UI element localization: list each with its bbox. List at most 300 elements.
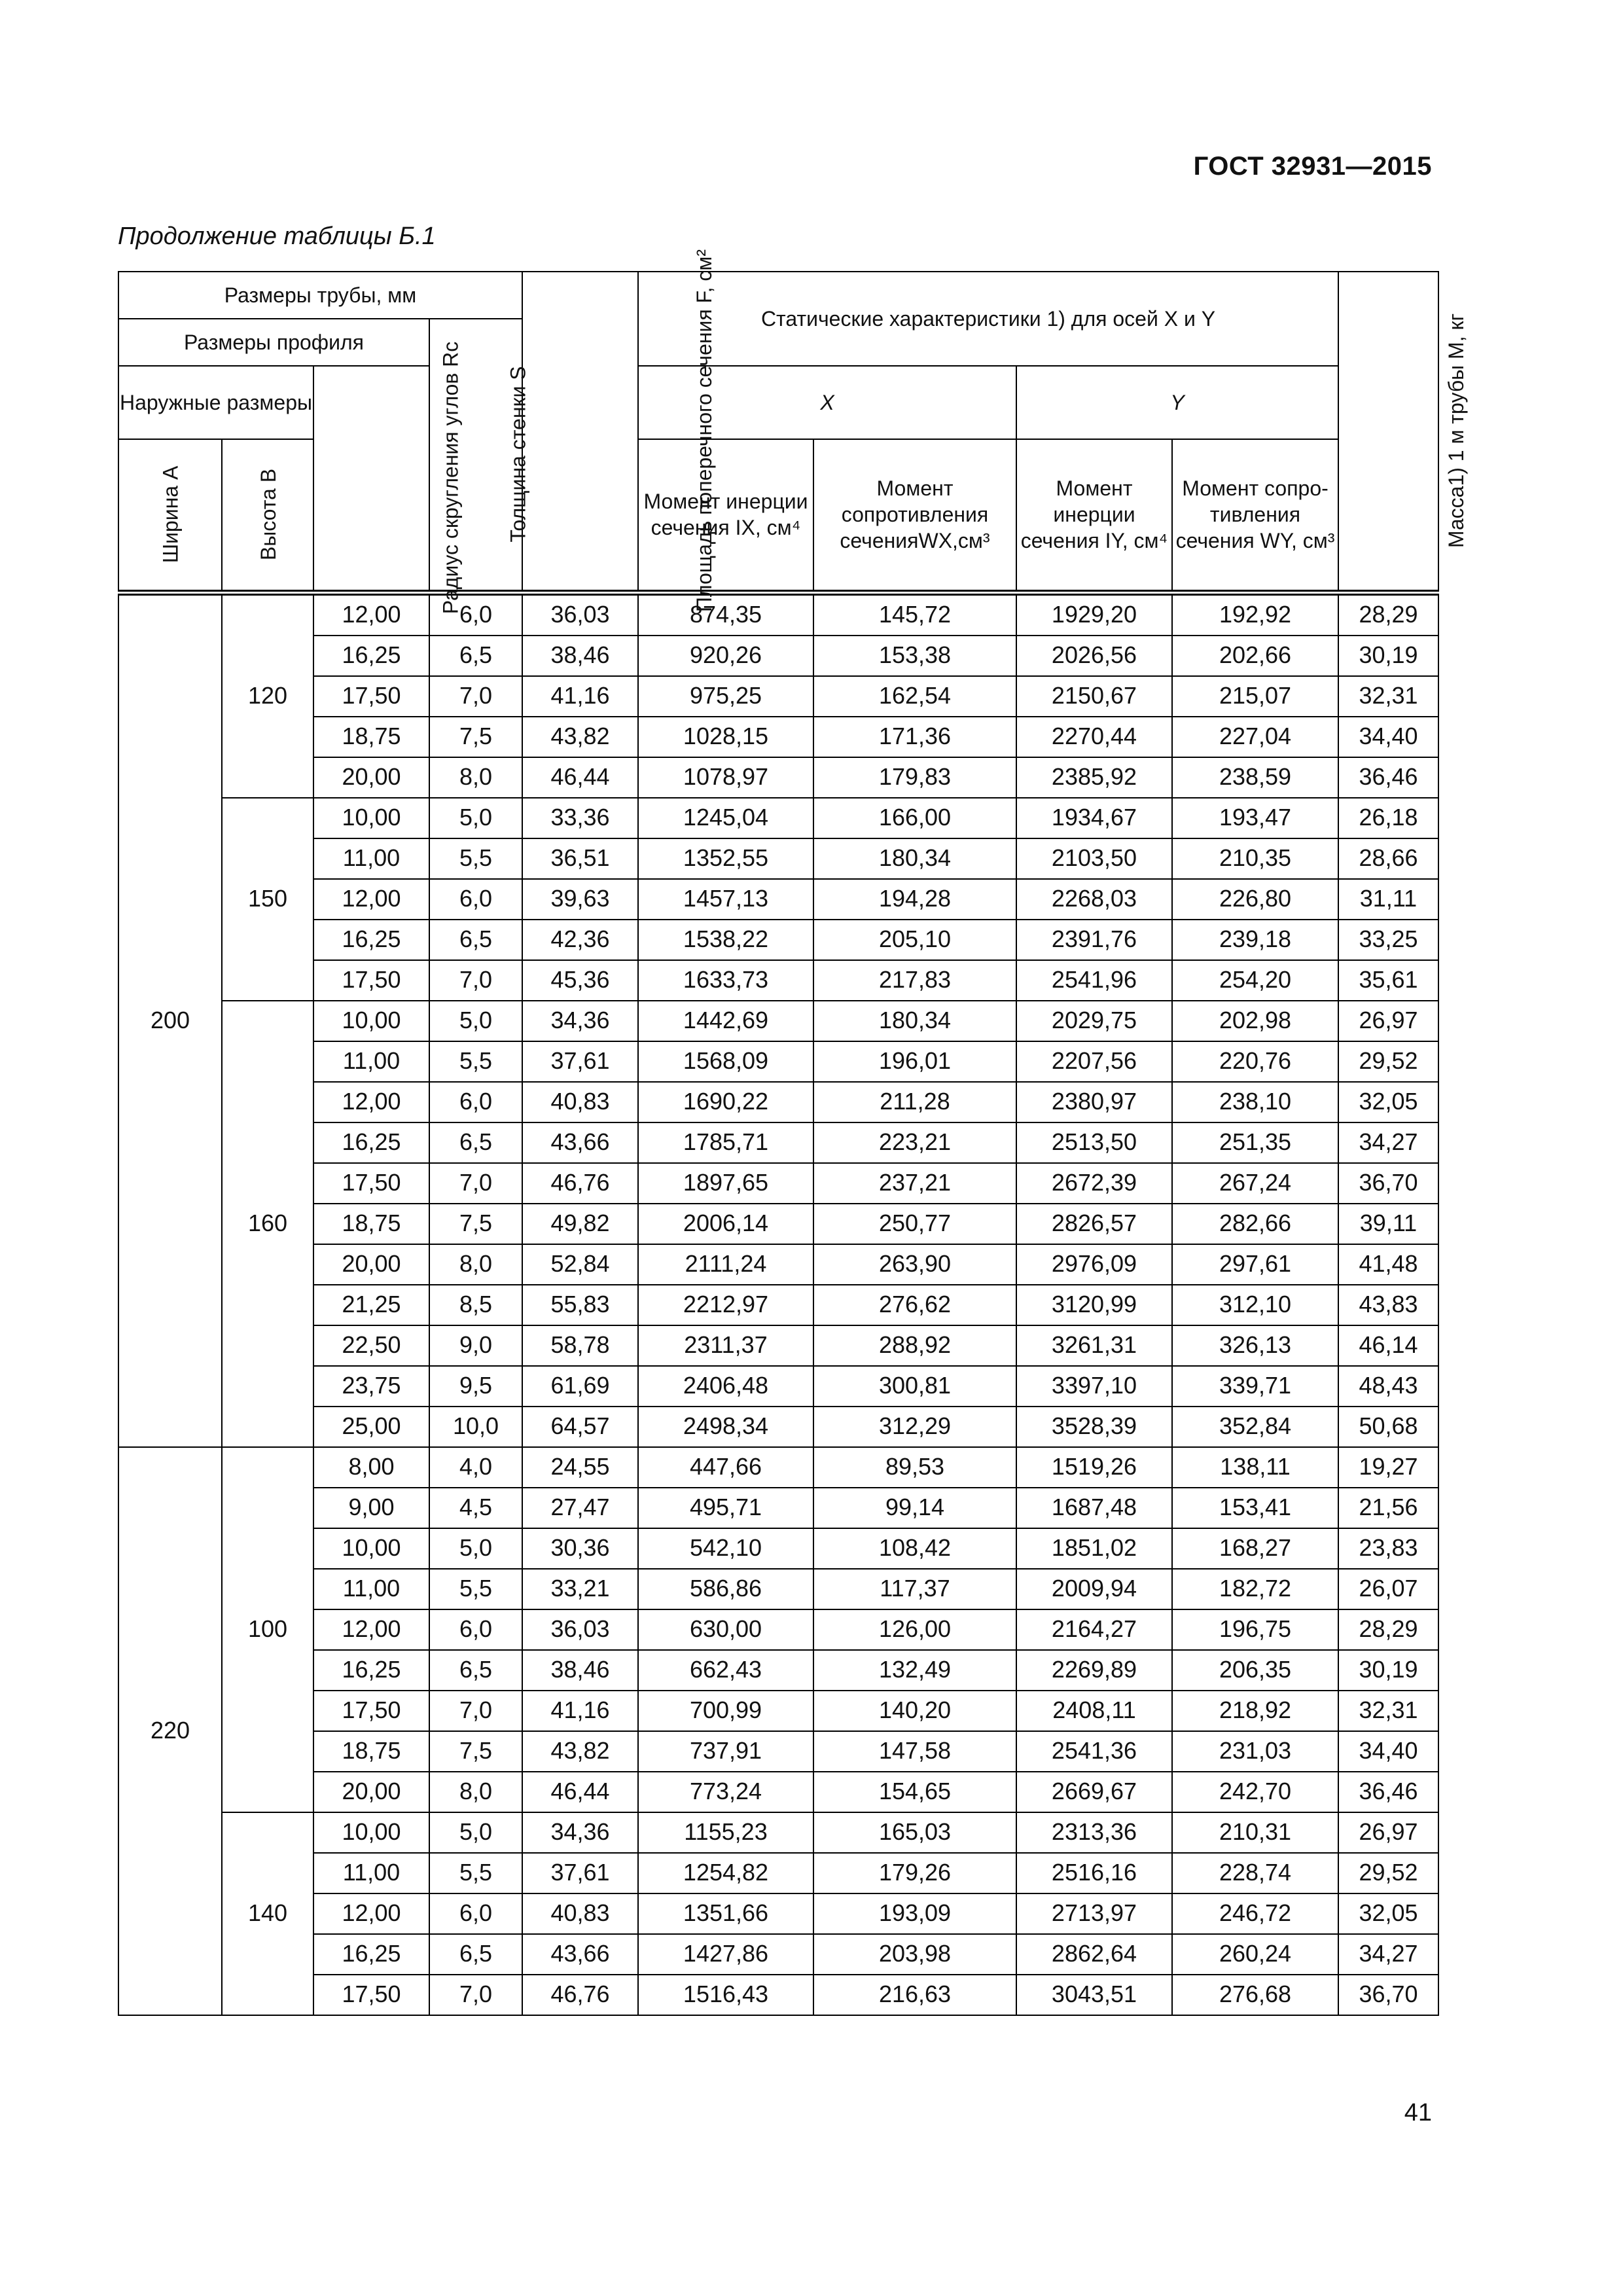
header-height-label: Высота B [257,469,281,561]
table-cell: 8,0 [429,1772,522,1812]
table-cell: 196,75 [1172,1609,1338,1650]
header-area [522,249,717,613]
table-cell: 17,50 [313,1691,429,1731]
table-cell: 231,03 [1172,1731,1338,1772]
table-cell: 36,70 [1338,1163,1438,1204]
table-cell: 312,29 [813,1407,1016,1447]
table-cell: 4,0 [429,1447,522,1488]
table-cell: 165,03 [813,1812,1016,1853]
table-cell: 2713,97 [1016,1893,1172,1934]
table-cell: 43,66 [522,1122,638,1163]
table-row [118,1325,1438,1366]
table-cell: 1427,86 [638,1934,813,1975]
table-cell: 200 [118,592,222,1447]
table-cell: 6,5 [429,920,522,960]
table-cell: 237,21 [813,1163,1016,1204]
table-cell: 153,41 [1172,1488,1338,1528]
table-cell: 8,0 [429,1244,522,1285]
table-cell: 1078,97 [638,757,813,798]
table-row [118,1285,1438,1325]
table-cell: 226,80 [1172,879,1338,920]
table-cell: 216,63 [813,1975,1016,2015]
table-cell: 27,47 [522,1488,638,1528]
table-row [118,1934,1438,1975]
table-cell: 46,76 [522,1163,638,1204]
table-cell: 7,5 [429,717,522,757]
table-row [118,879,1438,920]
table-cell: 41,48 [1338,1244,1438,1285]
table-cell: 39,63 [522,879,638,920]
table-row [118,717,1438,757]
table-cell: 30,19 [1338,1650,1438,1691]
table-cell: 38,46 [522,1650,638,1691]
table-cell: 126,00 [813,1609,1016,1650]
table-cell: 37,61 [522,1041,638,1082]
table-cell: 920,26 [638,636,813,676]
table-cell: 23,83 [1338,1528,1438,1569]
table-cell: 2516,16 [1016,1853,1172,1893]
table-cell: 154,65 [813,1772,1016,1812]
table-cell: 19,27 [1338,1447,1438,1488]
table-cell: 1633,73 [638,960,813,1001]
table-cell: 108,42 [813,1528,1016,1569]
table-cell: 2541,96 [1016,960,1172,1001]
table-cell: 2391,76 [1016,920,1172,960]
table-cell: 1929,20 [1016,592,1172,636]
table-cell: 36,46 [1338,757,1438,798]
table-cell: 150 [222,798,313,1001]
table-cell: 37,61 [522,1853,638,1893]
table-cell: 2111,24 [638,1244,813,1285]
table-cell: 193,09 [813,1893,1016,1934]
table-cell: 6,5 [429,1934,522,1975]
table-cell: 276,68 [1172,1975,1338,2015]
table-cell: 160 [222,1001,313,1447]
table-row [118,1650,1438,1691]
table-cell: 250,77 [813,1204,1016,1244]
table-cell: 153,38 [813,636,1016,676]
table-cell: 2408,11 [1016,1691,1172,1731]
table-cell: 23,75 [313,1366,429,1407]
table-cell: 2498,34 [638,1407,813,1447]
table-cell: 1028,15 [638,717,813,757]
table-cell: 52,84 [522,1244,638,1285]
table-cell: 33,36 [522,798,638,838]
table-cell: 55,83 [522,1285,638,1325]
table-cell: 32,31 [1338,1691,1438,1731]
table-cell: 179,83 [813,757,1016,798]
table-row [118,1853,1438,1893]
table-cell: 16,25 [313,1122,429,1163]
table-cell: 246,72 [1172,1893,1338,1934]
table-cell: 12,00 [313,879,429,920]
table-cell: 1934,67 [1016,798,1172,838]
header-height [222,439,313,592]
header-area-label: Площадь поперечного сечения F, см² [692,249,717,613]
table-cell: 215,07 [1172,676,1338,717]
table-cell: 5,5 [429,838,522,879]
table-cell: 43,66 [522,1934,638,1975]
table-cell: 242,70 [1172,1772,1338,1812]
table-cell: 9,00 [313,1488,429,1528]
table-cell: 2026,56 [1016,636,1172,676]
table-cell: 120 [222,592,313,798]
table-cell: 1516,43 [638,1975,813,2015]
table-cell: 18,75 [313,1204,429,1244]
table-cell: 254,20 [1172,960,1338,1001]
table-cell: 34,36 [522,1812,638,1853]
table-cell: 132,49 [813,1650,1016,1691]
table-cell: 218,92 [1172,1691,1338,1731]
table-cell: 25,00 [313,1407,429,1447]
table-cell: 1851,02 [1016,1528,1172,1569]
table-cell: 6,5 [429,1122,522,1163]
table-row [118,1893,1438,1934]
header-wx: Момент сопротивления сеченияWX,см³ [813,439,1016,592]
table-row [118,1569,1438,1609]
table-cell: 41,16 [522,676,638,717]
table-cell: 1897,65 [638,1163,813,1204]
table-cell: 12,00 [313,1082,429,1122]
table-cell: 49,82 [522,1204,638,1244]
table-cell: 2009,94 [1016,1569,1172,1609]
table-cell: 260,24 [1172,1934,1338,1975]
table-cell: 700,99 [638,1691,813,1731]
table-cell: 5,0 [429,1812,522,1853]
table-cell: 33,21 [522,1569,638,1609]
table-cell: 7,0 [429,1975,522,2015]
table-cell: 203,98 [813,1934,1016,1975]
table-cell: 58,78 [522,1325,638,1366]
table-cell: 6,0 [429,1609,522,1650]
table-cell: 24,55 [522,1447,638,1488]
table-cell: 2269,89 [1016,1650,1172,1691]
table-cell: 36,70 [1338,1975,1438,2015]
table-cell: 210,35 [1172,838,1338,879]
table-cell: 2380,97 [1016,1082,1172,1122]
table-cell: 29,52 [1338,1041,1438,1082]
table-cell: 28,29 [1338,592,1438,636]
table-cell: 193,47 [1172,798,1338,838]
table-cell: 147,58 [813,1731,1016,1772]
header-ix: Момент инерции сечения IX, см⁴ [638,439,813,592]
table-cell: 4,5 [429,1488,522,1528]
table-cell: 140 [222,1812,313,2015]
table-cell: 17,50 [313,1163,429,1204]
table-cell: 339,71 [1172,1366,1338,1407]
table-cell: 7,0 [429,1163,522,1204]
table-cell: 239,18 [1172,920,1338,960]
table-cell: 192,92 [1172,592,1338,636]
table-cell: 202,98 [1172,1001,1338,1041]
table-cell: 2313,36 [1016,1812,1172,1853]
table-cell: 2268,03 [1016,879,1172,920]
table-cell: 2669,67 [1016,1772,1172,1812]
table-cell: 586,86 [638,1569,813,1609]
table-cell: 12,00 [313,1609,429,1650]
table-cell: 30,36 [522,1528,638,1569]
table-cell: 6,5 [429,1650,522,1691]
table-cell: 16,25 [313,1934,429,1975]
table-cell: 276,62 [813,1285,1016,1325]
header-outer: Наружные размеры [118,366,313,439]
table-cell: 238,59 [1172,757,1338,798]
table-cell: 975,25 [638,676,813,717]
pipe-properties-table [118,249,1469,2016]
table-cell: 8,5 [429,1285,522,1325]
table-cell: 263,90 [813,1244,1016,1285]
table-cell: 50,68 [1338,1407,1438,1447]
table-cell: 61,69 [522,1366,638,1407]
table-cell: 3397,10 [1016,1366,1172,1407]
table-cell: 7,0 [429,1691,522,1731]
table-cell: 2406,48 [638,1366,813,1407]
table-cell: 662,43 [638,1650,813,1691]
table-cell: 228,74 [1172,1853,1338,1893]
header-thickness-label: Толщина стенки S [506,366,530,543]
table-cell: 6,0 [429,1893,522,1934]
table-cell: 99,14 [813,1488,1016,1528]
header-pipe-size: Размеры трубы, мм [118,272,522,319]
table-row [118,1082,1438,1122]
table-cell: 1538,22 [638,920,813,960]
table-cell: 3043,51 [1016,1975,1172,2015]
table-cell: 1519,26 [1016,1447,1172,1488]
table-row [118,1204,1438,1244]
table-cell: 3261,31 [1016,1325,1172,1366]
table-cell: 2513,50 [1016,1122,1172,1163]
table-cell: 11,00 [313,1853,429,1893]
table-cell: 10,00 [313,798,429,838]
table-cell: 36,51 [522,838,638,879]
table-cell: 18,75 [313,717,429,757]
table-cell: 171,36 [813,717,1016,757]
table-cell: 31,11 [1338,879,1438,920]
table-cell: 28,29 [1338,1609,1438,1650]
table-cell: 5,0 [429,1528,522,1569]
table-row [118,960,1438,1001]
table-cell: 196,01 [813,1041,1016,1082]
table-cell: 2385,92 [1016,757,1172,798]
table-cell: 34,40 [1338,1731,1438,1772]
table-cell: 21,25 [313,1285,429,1325]
header-radius-label: Радиус скругления углов Rc [438,341,463,615]
table-cell: 10,0 [429,1407,522,1447]
table-cell: 40,83 [522,1082,638,1122]
table-cell: 22,50 [313,1325,429,1366]
table-cell: 41,16 [522,1691,638,1731]
table-cell: 16,25 [313,920,429,960]
table-cell: 1568,09 [638,1041,813,1082]
table-cell: 5,5 [429,1569,522,1609]
table-cell: 495,71 [638,1488,813,1528]
page-number: 41 [1404,2099,1432,2126]
table-cell: 737,91 [638,1731,813,1772]
table-row [118,1488,1438,1528]
table-cell: 7,0 [429,676,522,717]
table-cell: 32,05 [1338,1082,1438,1122]
table-cell: 26,97 [1338,1001,1438,1041]
table-caption: Продолжение таблицы Б.1 [118,223,436,250]
table-cell: 2006,14 [638,1204,813,1244]
header-static: Статические характеристики 1) для осей X и Y [638,272,1338,366]
table-cell: 7,0 [429,960,522,1001]
table-cell: 300,81 [813,1366,1016,1407]
table-row [118,636,1438,676]
header-axis-x: X [638,366,1016,439]
table-cell: 352,84 [1172,1407,1338,1447]
table-row [118,838,1438,879]
document-code: ГОСТ 32931—2015 [1193,152,1432,181]
table-cell: 45,36 [522,960,638,1001]
table-row [118,757,1438,798]
table-cell: 9,0 [429,1325,522,1366]
table-cell: 7,5 [429,1731,522,1772]
table-cell: 180,34 [813,838,1016,879]
header-mass [1338,272,1469,592]
table-cell: 220,76 [1172,1041,1338,1082]
table-cell: 2826,57 [1016,1204,1172,1244]
table-cell: 20,00 [313,1244,429,1285]
table-cell: 1687,48 [1016,1488,1172,1528]
table-cell: 5,0 [429,798,522,838]
table-cell: 267,24 [1172,1163,1338,1204]
table-cell: 1254,82 [638,1853,813,1893]
table-cell: 34,27 [1338,1934,1438,1975]
table-cell: 179,26 [813,1853,1016,1893]
table-cell: 42,36 [522,920,638,960]
table-cell: 297,61 [1172,1244,1338,1285]
table-cell: 1457,13 [638,879,813,920]
table-cell: 20,00 [313,757,429,798]
table-cell: 17,50 [313,960,429,1001]
table-cell: 9,5 [429,1366,522,1407]
table-row [118,1122,1438,1163]
table-row [118,1528,1438,1569]
table-row [118,676,1438,717]
table-cell: 28,66 [1338,838,1438,879]
table-cell: 43,83 [1338,1285,1438,1325]
table-cell: 180,34 [813,1001,1016,1041]
table-cell: 2029,75 [1016,1001,1172,1041]
table-cell: 2672,39 [1016,1163,1172,1204]
table-cell: 2862,64 [1016,1934,1172,1975]
table-row [118,1772,1438,1812]
table-cell: 46,14 [1338,1325,1438,1366]
table-row [118,1407,1438,1447]
table-cell: 282,66 [1172,1204,1338,1244]
table-row [118,592,1438,636]
table-cell: 630,00 [638,1609,813,1650]
table-cell: 36,03 [522,1609,638,1650]
table-cell: 36,46 [1338,1772,1438,1812]
table-container [118,249,1469,2016]
table-cell: 26,97 [1338,1812,1438,1853]
table-cell: 145,72 [813,592,1016,636]
table-cell: 117,37 [813,1569,1016,1609]
table-cell: 874,35 [638,592,813,636]
table-cell: 210,31 [1172,1812,1338,1853]
table-cell: 1442,69 [638,1001,813,1041]
table-cell: 34,40 [1338,717,1438,757]
table-cell: 138,11 [1172,1447,1338,1488]
table-cell: 26,18 [1338,798,1438,838]
table-cell: 5,5 [429,1853,522,1893]
table-cell: 36,03 [522,592,638,636]
table-cell: 194,28 [813,879,1016,920]
table-cell: 162,54 [813,676,1016,717]
table-cell: 2212,97 [638,1285,813,1325]
table-cell: 16,25 [313,636,429,676]
table-cell: 6,0 [429,879,522,920]
table-cell: 26,07 [1338,1569,1438,1609]
table-cell: 29,52 [1338,1853,1438,1893]
table-row [118,920,1438,960]
table-cell: 8,0 [429,757,522,798]
table-cell: 238,10 [1172,1082,1338,1122]
header-axis-y: Y [1016,366,1338,439]
table-cell: 2270,44 [1016,717,1172,757]
table-cell: 46,76 [522,1975,638,2015]
table-cell: 2103,50 [1016,838,1172,879]
table-cell: 35,61 [1338,960,1438,1001]
table-cell: 11,00 [313,1041,429,1082]
table-cell: 89,53 [813,1447,1016,1488]
table-cell: 12,00 [313,1893,429,1934]
table-cell: 1690,22 [638,1082,813,1122]
table-cell: 3528,39 [1016,1407,1172,1447]
table-cell: 1352,55 [638,838,813,879]
table-cell: 34,27 [1338,1122,1438,1163]
table-row [118,798,1438,838]
table-row [118,1609,1438,1650]
table-cell: 17,50 [313,1975,429,2015]
header-iy: Момент инерции сечения IY, см⁴ [1016,439,1172,592]
table-cell: 2150,67 [1016,676,1172,717]
table-row [118,1244,1438,1285]
header-width-label: Ширина A [158,465,182,564]
table-cell: 140,20 [813,1691,1016,1731]
table-cell: 2976,09 [1016,1244,1172,1285]
table-cell: 2311,37 [638,1325,813,1366]
table-cell: 6,0 [429,592,522,636]
table-row [118,1691,1438,1731]
table-cell: 773,24 [638,1772,813,1812]
table-row [118,1001,1438,1041]
table-row [118,1366,1438,1407]
table-cell: 21,56 [1338,1488,1438,1528]
table-cell: 220 [118,1447,222,2015]
table-body [118,592,1438,2015]
table-cell: 11,00 [313,1569,429,1609]
header-width [118,439,222,592]
table-cell: 5,5 [429,1041,522,1082]
table-cell: 6,0 [429,1082,522,1122]
table-cell: 1351,66 [638,1893,813,1934]
table-cell: 2164,27 [1016,1609,1172,1650]
table-cell: 17,50 [313,676,429,717]
table-cell: 1155,23 [638,1812,813,1853]
header-profile-size: Размеры профиля [118,319,429,366]
table-cell: 205,10 [813,920,1016,960]
table-cell: 447,66 [638,1447,813,1488]
table-cell: 1245,04 [638,798,813,838]
table-cell: 38,46 [522,636,638,676]
table-cell: 6,5 [429,636,522,676]
table-cell: 3120,99 [1016,1285,1172,1325]
table-cell: 202,66 [1172,636,1338,676]
table-cell: 34,36 [522,1001,638,1041]
